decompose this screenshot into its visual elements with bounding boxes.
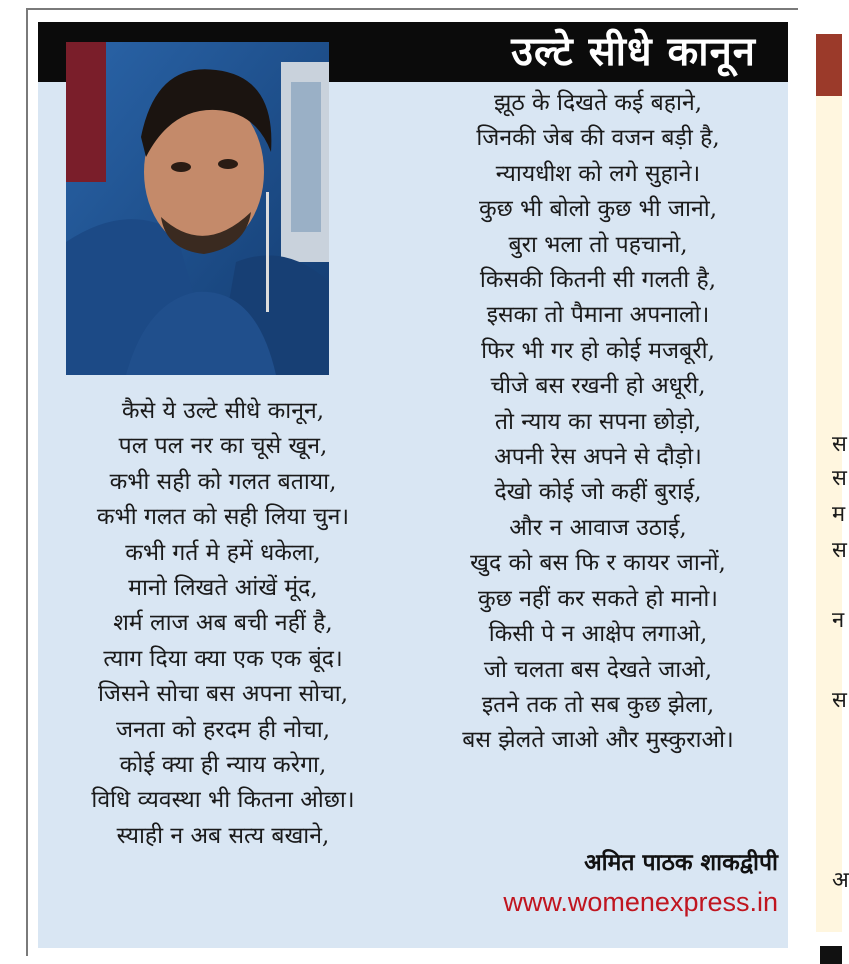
poem-line: कुछ भी बोलो कुछ भी जानो,: [478, 196, 718, 223]
poem-title: उल्टे सीधे कानून: [511, 29, 756, 75]
poem-line: इसका तो पैमाना अपनालो।: [486, 302, 710, 329]
poem-line: त्याग दिया क्या एक एक बूंद।: [103, 645, 343, 672]
poem-line: स्याही न अब सत्य बखाने,: [116, 822, 330, 849]
portrait-image: [66, 42, 329, 375]
poem-line: विधि व्यवस्था भी कितना ओछा।: [91, 787, 355, 814]
poem-line: कैसे ये उल्टे सीधे कानून,: [121, 398, 325, 424]
website-link[interactable]: www.womenexpress.in: [503, 887, 778, 917]
poem-line: कभी गलत को सही लिया चुन।: [96, 504, 350, 531]
poem-line: जिनकी जेब की वजन बड़ी है,: [476, 125, 720, 152]
poem-line: तो न्याय का सपना छोड़ो,: [494, 408, 702, 435]
poem-line: किसकी कितनी सी गलती है,: [479, 267, 717, 294]
poem-line: देखो कोई जो कहीं बुराई,: [494, 479, 702, 506]
author-name: अमित पाठक शाकद्वीपी: [584, 850, 778, 876]
author-photo: [66, 42, 329, 375]
poem-line: पल पल नर का चूसे खून,: [118, 433, 328, 460]
poem-line: कोई क्या ही न्याय करेगा,: [119, 752, 327, 779]
poem-line: चीजे बस रखनी हो अधूरी,: [490, 373, 706, 400]
poem-line: फिर भी गर हो कोई मजबूरी,: [481, 337, 715, 364]
poem-line: किसी पे न आक्षेप लगाओ,: [488, 621, 708, 648]
poem-line: कभी गर्त मे हमें धकेला,: [125, 539, 321, 566]
adjacent-text-fragment: स: [832, 688, 847, 713]
poem-line: न्यायधीश को लगे सुहाने।: [495, 160, 701, 187]
poem-line: मानो लिखते आंखें मूंद,: [128, 575, 318, 602]
poem-line: खुद को बस फि र कायर जानों,: [470, 550, 726, 577]
poem-right-column: [408, 86, 788, 759]
adjacent-text-fragment: अ: [832, 868, 849, 893]
adjacent-text-fragment: स: [832, 466, 847, 491]
poem-line: अपनी रेस अपने से दौड़ो।: [494, 444, 702, 471]
adjacent-article-strip: [816, 34, 849, 932]
adjacent-text-fragment: म: [832, 502, 846, 527]
poem-line: बुरा भला तो पहचानो,: [508, 231, 688, 258]
poem-line: शर्म लाज अब बची नहीं है,: [113, 610, 333, 637]
poem-line: जो चलता बस देखते जाओ,: [483, 656, 713, 683]
poem-line: कुछ नहीं कर सकते हो मानो।: [478, 585, 718, 612]
adjacent-article-header-band: [816, 34, 842, 96]
poem-clipping: [38, 22, 788, 948]
poem-left-column: [38, 394, 408, 854]
poem-line: इतने तक तो सब कुछ झेला,: [481, 691, 715, 718]
adjacent-text-fragment: स: [832, 432, 847, 457]
corner-block: [820, 946, 842, 964]
adjacent-text-fragment: स: [832, 538, 847, 563]
adjacent-text-fragment: न: [832, 608, 845, 633]
poem-line: और न आवाज उठाई,: [509, 514, 687, 541]
poem-line: जिसने सोचा बस अपना सोचा,: [97, 681, 349, 708]
poem-line: बस झेलते जाओ और मुस्कुराओ।: [462, 727, 734, 754]
poem-line: कभी सही को गलत बताया,: [109, 468, 337, 495]
poem-line: झूठ के दिखते कई बहाने,: [493, 90, 703, 116]
poem-line: जनता को हरदम ही नोचा,: [115, 716, 331, 743]
